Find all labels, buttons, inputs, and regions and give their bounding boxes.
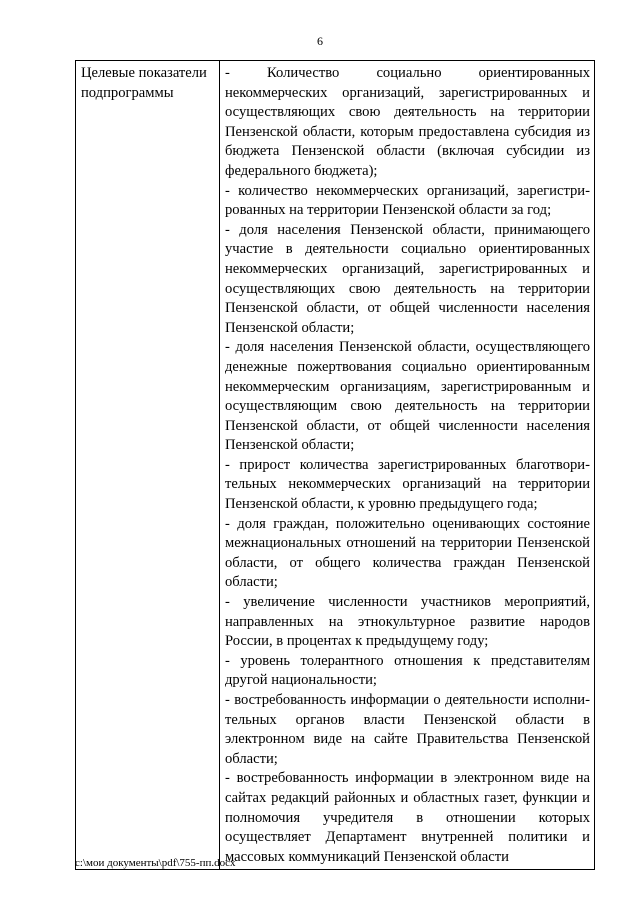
list-item: - Количество социально ориентированных некоммерческих организаций, зарегистрированных и осуществляющих свою деятельность на территории Пензенской области, которым предоставлена субсидия из бюджета Пензенской области (включая субсидии из федерального бюджета);: [225, 65, 590, 179]
list-item: - прирост количества зарегистрированных благотворительных некоммерческих организаций на территории Пензенской области, к уровню предыдущего года;: [225, 456, 590, 513]
row-label: Целевые показатели подпрограммы: [76, 61, 220, 870]
list-item: - доля населения Пензенской области, принимающего участие в деятельности социально ориентированных некоммерческих организаций, зарегистрированных и осуществляющих свою деятельность на территории Пензенской области, от общей численности населения Пензенской области;: [225, 221, 590, 336]
list-item: - уровень толерантного отношения к представителям другой национальности;: [225, 652, 590, 689]
file-path-footer: c:\мои документы\pdf\755-пп.docx: [75, 857, 236, 869]
list-item: - востребованность информации в электронном виде на сайтах редакций районных и областных газет, функции и полномочия учредителя в отношении которых осуществляет Департамент внутренней политики и массовых коммуникаций Пензенской области: [225, 770, 590, 865]
list-item: - количество некоммерческих организаций, зарегистрированных на территории Пензенской области за год;: [225, 182, 590, 219]
list-item: - доля населения Пензенской области, осуществляющего денежные пожертвования социально ориентированным некоммерческим организациям, зарегистрированным и осуществляющим свою деятельность на территории Пензенской области, от общей численности населения Пензенской области;: [225, 339, 590, 454]
list-item: - увеличение численности участников мероприятий, направленных на этнокультурное развитие народов России, в процентах к предыдущему году;: [225, 594, 590, 650]
row-content: [220, 61, 595, 870]
table-row: [76, 61, 595, 870]
list-item: - востребованность информации о деятельности исполнительных органов власти Пензенской области в электронном виде на сайте Правительства Пензенской области;: [225, 692, 590, 767]
targets-table: [75, 60, 595, 870]
list-item: - доля граждан, положительно оценивающих состояние межнациональных отношений на территории Пензенской области, от общего количества граждан Пензенской области;: [225, 515, 590, 591]
page-number: 6: [317, 34, 323, 48]
